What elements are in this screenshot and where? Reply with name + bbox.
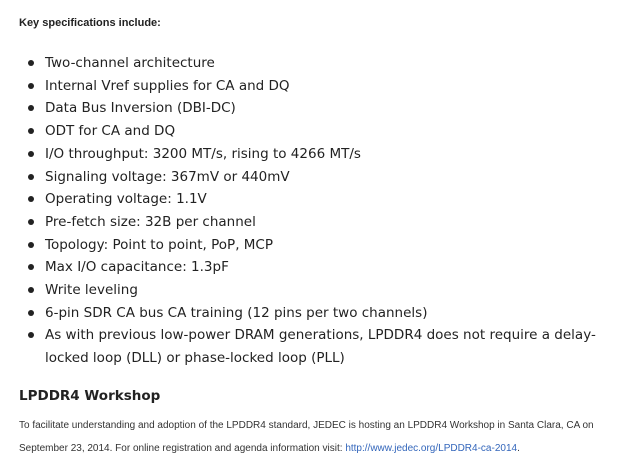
bullet-icon [28, 332, 34, 338]
bullet-icon [28, 196, 34, 202]
list-item-text: Operating voltage: 1.1V [45, 191, 207, 208]
list-item-text: Signaling voltage: 367mV or 440mV [45, 168, 290, 185]
workshop-paragraph-text: To facilitate understanding and adoption of the LPDDR4 standard, JEDEC is hosting an LPDDR4 Workshop in Santa Clara, CA on September 23, 2014. For online registration and agenda information visit: [19, 420, 594, 454]
workshop-registration-link[interactable]: http://www.jedec.org/LPDDR4-ca-2014 [345, 442, 518, 454]
list-item-text: As with previous low-power DRAM generations, LPDDR4 does not require a delay-locked loop (DLL) or phase-locked loop (PLL) [45, 327, 596, 367]
list-item-text: ODT for CA and DQ [45, 123, 176, 140]
list-item [19, 211, 629, 234]
bullet-icon [28, 83, 34, 89]
bullet-icon [28, 174, 34, 180]
list-item [19, 52, 629, 75]
list-item-text: Two-channel architecture [45, 55, 215, 71]
bullet-icon [28, 242, 34, 248]
list-item [19, 75, 629, 98]
bullet-icon [28, 219, 34, 225]
bullet-icon [28, 60, 34, 66]
list-item [19, 97, 629, 120]
list-item [19, 256, 629, 279]
list-item [19, 166, 629, 189]
list-item [19, 234, 629, 257]
workshop-paragraph [19, 415, 619, 460]
list-item-text: Topology: Point to point, PoP, MCP [45, 236, 273, 253]
list-item-text: I/O throughput: 3200 MT/s, rising to 4266 MT/s [45, 145, 361, 162]
workshop-paragraph-end: . [517, 442, 520, 454]
list-item [19, 302, 629, 325]
bullet-icon [28, 310, 34, 316]
list-item [19, 324, 629, 369]
list-item-text: Internal Vref supplies for CA and DQ [45, 77, 290, 94]
bullet-icon [28, 264, 34, 270]
bullet-icon [28, 287, 34, 293]
list-item [19, 188, 629, 211]
list-item-text: Max I/O capacitance: 1.3pF [45, 259, 229, 276]
key-specifications-label: Key specifications include: [19, 17, 161, 29]
bullet-icon [28, 128, 34, 134]
bullet-icon [28, 151, 34, 157]
list-item [19, 279, 629, 302]
bullet-icon [28, 105, 34, 111]
list-item-text: Write leveling [45, 282, 138, 299]
list-item-text: Pre-fetch size: 32B per channel [45, 213, 256, 230]
list-item-text: 6-pin SDR CA bus CA training (12 pins per two channels) [45, 304, 428, 321]
list-item [19, 143, 629, 166]
list-item [19, 120, 629, 143]
workshop-heading: LPDDR4 Workshop [19, 388, 161, 404]
list-item-text: Data Bus Inversion (DBI-DC) [45, 100, 236, 117]
specifications-list [19, 52, 629, 370]
